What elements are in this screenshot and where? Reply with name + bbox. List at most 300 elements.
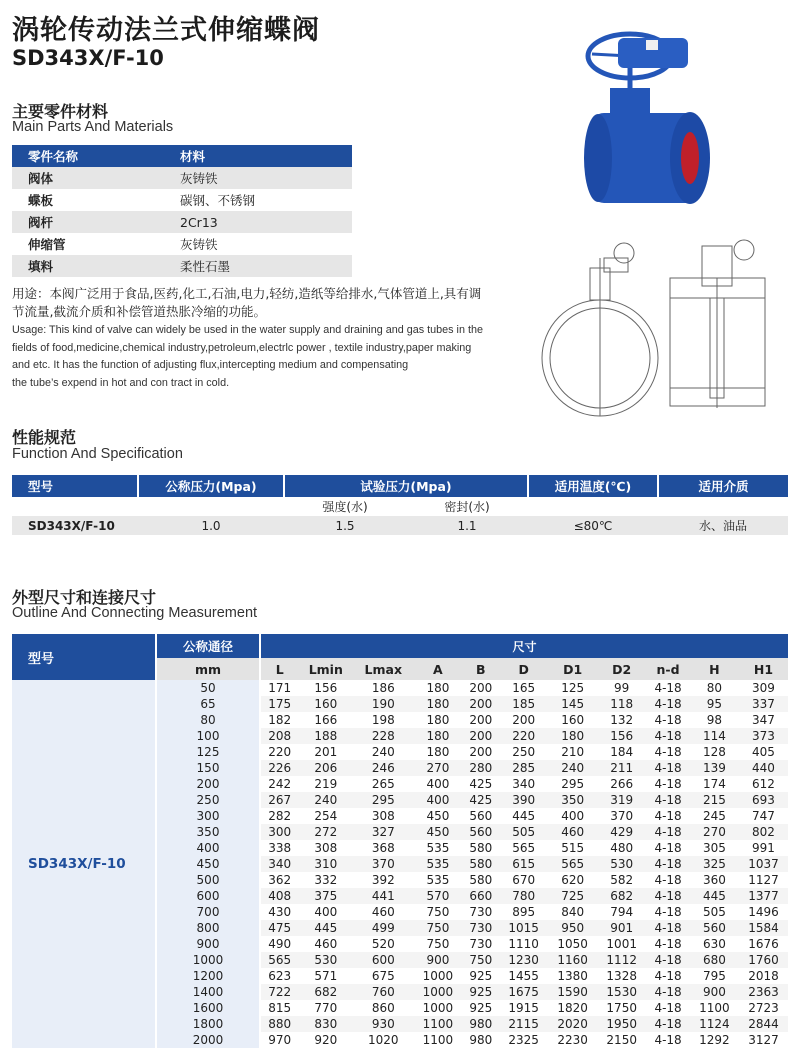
size-cell: 505 bbox=[702, 905, 726, 919]
size-cell: 445 bbox=[690, 888, 739, 904]
size-cell: 901 bbox=[597, 920, 646, 936]
spec-strength: 1.5 bbox=[284, 516, 406, 535]
size-cell: 440 bbox=[739, 760, 788, 776]
size-cell: 270 bbox=[690, 824, 739, 840]
size-col-header: H bbox=[690, 658, 739, 680]
size-cell: 198 bbox=[371, 713, 395, 727]
size-cell: 730 bbox=[469, 937, 493, 951]
size-cell: 174 bbox=[702, 777, 726, 791]
size-cell: 795 bbox=[702, 969, 726, 983]
size-cell: 1100 bbox=[422, 1033, 454, 1047]
size-cell: 980 bbox=[462, 1016, 499, 1032]
size-cell: 240 bbox=[548, 760, 597, 776]
size-dn-cell: 900 bbox=[156, 936, 260, 952]
size-cell: 400 bbox=[426, 777, 450, 791]
size-cell: 4-18 bbox=[646, 952, 690, 968]
size-cell: 200 bbox=[469, 713, 493, 727]
size-cell: 429 bbox=[597, 824, 646, 840]
usage-cn: 用途：本阀广泛用于食品,医药,化工,石油,电力,轻纺,造纸等给排水,气体管道上,具有调节流量,截流介质和补偿管道热胀冷缩的功能。 bbox=[12, 286, 482, 319]
size-dn-cell: 1800 bbox=[156, 1016, 260, 1032]
size-cell: 408 bbox=[260, 888, 298, 904]
size-cell: 400 bbox=[413, 792, 462, 808]
size-dn-cell: 700 bbox=[156, 904, 260, 920]
size-model: SD343X/F-10 bbox=[12, 680, 156, 1048]
size-cell: 565 bbox=[548, 856, 597, 872]
size-cell: 362 bbox=[268, 873, 292, 887]
spec-seal: 1.1 bbox=[406, 516, 528, 535]
size-cell: 505 bbox=[499, 824, 548, 840]
size-cell: 991 bbox=[752, 841, 775, 855]
size-cell: 206 bbox=[298, 760, 353, 776]
size-cell: 580 bbox=[469, 841, 493, 855]
size-cell: 1100 bbox=[413, 1016, 462, 1032]
size-cell: 185 bbox=[499, 696, 548, 712]
usage-en bbox=[12, 322, 490, 392]
size-cell: 620 bbox=[561, 873, 585, 887]
parts-col-material: 材料 bbox=[180, 145, 352, 167]
size-dn-cell: 300 bbox=[156, 808, 260, 824]
spec-table bbox=[12, 475, 788, 535]
size-cell: 730 bbox=[462, 920, 499, 936]
size-cell: 180 bbox=[548, 728, 597, 744]
size-cell: 1000 bbox=[422, 1001, 454, 1015]
size-cell: 680 bbox=[690, 952, 739, 968]
size-cell: 405 bbox=[752, 745, 775, 759]
size-cell: 310 bbox=[298, 856, 353, 872]
page-title: 涡轮传动法兰式伸缩蝶阀 bbox=[12, 15, 320, 46]
size-cell: 4-18 bbox=[646, 888, 690, 904]
size-cell: 392 bbox=[371, 873, 395, 887]
size-cell: 1750 bbox=[606, 1001, 637, 1015]
size-col-header: n-d bbox=[646, 658, 690, 680]
size-cell: 730 bbox=[469, 905, 493, 919]
size-cell: 200 bbox=[469, 681, 493, 695]
usage-en-line: fields of food,medicine,chemical industry,petroleum,electrlc power , textile industry,paper making bbox=[12, 341, 472, 354]
size-cell: 1455 bbox=[508, 969, 539, 983]
size-dn-cell: 1400 bbox=[156, 984, 260, 1000]
size-cell: 794 bbox=[610, 905, 634, 919]
size-dn-cell: 125 bbox=[156, 744, 260, 760]
size-cell: 266 bbox=[610, 777, 634, 791]
size-dn-cell: 150 bbox=[156, 760, 260, 776]
size-col-model: 型号 bbox=[12, 634, 156, 680]
size-cell: 180 bbox=[426, 681, 450, 695]
size-cell: 1100 bbox=[699, 1001, 730, 1015]
size-cell: 1380 bbox=[557, 969, 588, 983]
size-cell: 280 bbox=[462, 760, 499, 776]
size-cell: 830 bbox=[298, 1016, 353, 1032]
size-cell: 802 bbox=[739, 824, 788, 840]
size-cell: 300 bbox=[260, 824, 298, 840]
size-cell: 370 bbox=[610, 809, 634, 823]
size-cell: 4-18 bbox=[654, 777, 682, 791]
parts-table bbox=[12, 145, 352, 277]
size-cell: 340 bbox=[512, 777, 536, 791]
size-cell: 327 bbox=[353, 824, 413, 840]
size-cell: 4-18 bbox=[646, 728, 690, 744]
size-dn-cell: 600 bbox=[156, 888, 260, 904]
size-cell: 750 bbox=[413, 920, 462, 936]
part-name: 蝶板 bbox=[28, 193, 54, 208]
size-cell: 925 bbox=[469, 1001, 493, 1015]
size-cell: 319 bbox=[597, 792, 646, 808]
size-cell: 160 bbox=[298, 696, 353, 712]
size-dn-cell: 400 bbox=[156, 840, 260, 856]
size-cell: 4-18 bbox=[646, 696, 690, 712]
size-cell: 305 bbox=[702, 841, 726, 855]
size-cell: 4-18 bbox=[654, 905, 682, 919]
parts-row bbox=[12, 211, 352, 233]
size-cell: 4-18 bbox=[654, 1033, 682, 1047]
size-cell: 970 bbox=[268, 1033, 292, 1047]
size-cell: 2325 bbox=[508, 1033, 539, 1047]
size-cell: 1675 bbox=[499, 984, 548, 1000]
size-cell: 1230 bbox=[499, 952, 548, 968]
size-cell: 180 bbox=[426, 745, 450, 759]
size-cell: 390 bbox=[499, 792, 548, 808]
size-cell: 750 bbox=[462, 952, 499, 968]
size-cell: 1530 bbox=[597, 984, 646, 1000]
spec-sub-strength: 强度(水) bbox=[284, 497, 406, 516]
size-cell: 1015 bbox=[499, 920, 548, 936]
size-cell: 180 bbox=[413, 728, 462, 744]
size-cell: 200 bbox=[462, 728, 499, 744]
parts-row bbox=[12, 167, 352, 189]
size-col-mm: mm bbox=[156, 658, 260, 680]
size-col-dn: 公称通径 bbox=[156, 634, 260, 658]
size-cell: 370 bbox=[353, 856, 413, 872]
size-cell: 2230 bbox=[557, 1033, 588, 1047]
size-cell: 340 bbox=[260, 856, 298, 872]
size-dn-cell: 50 bbox=[156, 680, 260, 696]
spec-col-temp: 适用温度(℃) bbox=[528, 475, 658, 497]
size-cell: 535 bbox=[413, 856, 462, 872]
size-cell: 228 bbox=[353, 728, 413, 744]
table-row bbox=[12, 680, 788, 696]
size-cell: 480 bbox=[610, 841, 634, 855]
size-cell: 1328 bbox=[606, 969, 637, 983]
size-cell: 815 bbox=[268, 1001, 292, 1015]
spec-col-test: 试验压力(Mpa) bbox=[284, 475, 528, 497]
size-cell: 156 bbox=[597, 728, 646, 744]
spec-sub-seal: 密封(水) bbox=[406, 497, 528, 516]
size-dn-cell: 250 bbox=[156, 792, 260, 808]
size-cell: 1584 bbox=[739, 920, 788, 936]
size-cell: 215 bbox=[690, 792, 739, 808]
size-dn-cell: 1600 bbox=[156, 1000, 260, 1016]
parts-row bbox=[12, 233, 352, 255]
size-cell: 930 bbox=[353, 1016, 413, 1032]
size-cell: 880 bbox=[260, 1016, 298, 1032]
size-cell: 925 bbox=[462, 984, 499, 1000]
size-cell: 282 bbox=[268, 809, 292, 823]
usage-en-line: the tube’s expend in hot and con tract in cold. bbox=[12, 376, 230, 389]
size-col-header: L bbox=[260, 658, 298, 680]
size-section-title: 外型尺寸和连接尺寸 bbox=[12, 588, 157, 607]
size-cell: 1001 bbox=[606, 937, 637, 951]
size-cell: 265 bbox=[371, 777, 395, 791]
size-cell: 338 bbox=[268, 841, 292, 855]
size-cell: 1915 bbox=[508, 1001, 539, 1015]
usage-en-line: Usage: This kind of valve can widely be used in the water supply and draining and gas tubes in the bbox=[12, 324, 483, 336]
size-cell: 460 bbox=[548, 824, 597, 840]
part-material: 2Cr13 bbox=[180, 211, 352, 233]
part-name: 阀体 bbox=[12, 167, 180, 189]
size-cell: 693 bbox=[739, 792, 788, 808]
size-cell: 400 bbox=[561, 809, 585, 823]
part-material: 灰铸铁 bbox=[180, 237, 218, 252]
technical-drawing bbox=[532, 238, 788, 418]
size-cell: 925 bbox=[469, 969, 493, 983]
size-cell: 1037 bbox=[739, 856, 788, 872]
parts-section-title: 主要零件材料 bbox=[12, 102, 109, 121]
size-cell: 571 bbox=[314, 969, 338, 983]
size-cell: 560 bbox=[462, 824, 499, 840]
size-cell: 165 bbox=[512, 681, 536, 695]
size-cell: 373 bbox=[739, 728, 788, 744]
size-cell: 175 bbox=[260, 696, 298, 712]
size-cell: 4-18 bbox=[654, 937, 682, 951]
size-cell: 1110 bbox=[508, 937, 539, 951]
size-col-header: A bbox=[413, 658, 462, 680]
size-cell: 295 bbox=[561, 777, 585, 791]
size-cell: 515 bbox=[561, 841, 585, 855]
size-cell: 580 bbox=[462, 856, 499, 872]
size-dn-cell: 100 bbox=[156, 728, 260, 744]
size-col-header: B bbox=[462, 658, 499, 680]
size-cell: 900 bbox=[690, 984, 739, 1000]
size-cell: 670 bbox=[512, 873, 536, 887]
size-cell: 375 bbox=[298, 888, 353, 904]
size-cell: 337 bbox=[739, 696, 788, 712]
size-cell: 4-18 bbox=[654, 969, 682, 983]
size-cell: 2150 bbox=[606, 1033, 637, 1047]
size-cell: 211 bbox=[597, 760, 646, 776]
size-cell: 400 bbox=[314, 905, 338, 919]
size-cell: 623 bbox=[268, 969, 292, 983]
size-cell: 530 bbox=[597, 856, 646, 872]
size-cell: 1676 bbox=[748, 937, 779, 951]
size-cell: 4-18 bbox=[654, 681, 682, 695]
size-cell: 180 bbox=[413, 696, 462, 712]
size-cell: 580 bbox=[469, 873, 493, 887]
size-cell: 1127 bbox=[748, 873, 779, 887]
size-cell: 180 bbox=[426, 713, 450, 727]
size-cell: 860 bbox=[371, 1001, 395, 1015]
size-cell: 200 bbox=[462, 696, 499, 712]
size-cell: 920 bbox=[314, 1033, 338, 1047]
size-col-header: D1 bbox=[548, 658, 597, 680]
size-cell: 184 bbox=[610, 745, 634, 759]
size-cell: 1377 bbox=[739, 888, 788, 904]
spec-section-title: 性能规范 bbox=[12, 428, 77, 447]
size-cell: 254 bbox=[314, 809, 338, 823]
size-cell: 368 bbox=[371, 841, 395, 855]
size-cell: 1000 bbox=[413, 984, 462, 1000]
size-cell: 475 bbox=[260, 920, 298, 936]
size-cell: 530 bbox=[298, 952, 353, 968]
size-cell: 1950 bbox=[597, 1016, 646, 1032]
size-cell: 2115 bbox=[499, 1016, 548, 1032]
size-cell: 682 bbox=[597, 888, 646, 904]
spec-model: SD343X/F-10 bbox=[12, 516, 138, 535]
part-name: 阀杆 bbox=[12, 211, 180, 233]
size-cell: 499 bbox=[353, 920, 413, 936]
size-cell: 675 bbox=[371, 969, 395, 983]
size-dn-cell: 350 bbox=[156, 824, 260, 840]
size-dn-cell: 1200 bbox=[156, 968, 260, 984]
part-name: 填料 bbox=[12, 255, 180, 277]
size-cell: 272 bbox=[298, 824, 353, 840]
size-dn-cell: 500 bbox=[156, 872, 260, 888]
size-cell: 4-18 bbox=[646, 984, 690, 1000]
size-cell: 139 bbox=[690, 760, 739, 776]
size-cell: 2018 bbox=[748, 969, 779, 983]
size-cell: 1496 bbox=[748, 905, 779, 919]
size-cell: 565 bbox=[260, 952, 298, 968]
part-name: 伸缩管 bbox=[28, 237, 66, 252]
part-material: 灰铸铁 bbox=[180, 167, 352, 189]
size-dn-cell: 80 bbox=[156, 712, 260, 728]
size-cell: 2723 bbox=[748, 1001, 779, 1015]
size-cell: 1112 bbox=[597, 952, 646, 968]
size-cell: 895 bbox=[512, 905, 536, 919]
size-cell: 3127 bbox=[748, 1033, 779, 1047]
size-cell: 1820 bbox=[557, 1001, 588, 1015]
size-cell: 1000 bbox=[422, 969, 454, 983]
size-cell: 240 bbox=[298, 792, 353, 808]
size-cell: 520 bbox=[371, 937, 395, 951]
size-cell: 4-18 bbox=[654, 873, 682, 887]
size-cell: 220 bbox=[268, 745, 292, 759]
size-cell: 425 bbox=[462, 792, 499, 808]
size-cell: 4-18 bbox=[646, 760, 690, 776]
size-cell: 220 bbox=[499, 728, 548, 744]
size-section-subtitle: Outline And Connecting Measurement bbox=[12, 605, 258, 621]
size-cell: 188 bbox=[298, 728, 353, 744]
parts-row bbox=[12, 189, 352, 211]
size-dn-cell: 450 bbox=[156, 856, 260, 872]
size-cell: 80 bbox=[706, 681, 723, 695]
size-cell: 98 bbox=[706, 713, 723, 727]
part-material: 柔性石墨 bbox=[180, 255, 352, 277]
size-cell: 166 bbox=[314, 713, 338, 727]
spec-medium: 水、油品 bbox=[658, 516, 788, 535]
size-dn-cell: 65 bbox=[156, 696, 260, 712]
size-cell: 565 bbox=[512, 841, 536, 855]
size-cell: 535 bbox=[426, 873, 450, 887]
size-cell: 560 bbox=[690, 920, 739, 936]
size-cell: 582 bbox=[610, 873, 634, 887]
size-col-header: D2 bbox=[597, 658, 646, 680]
parts-row bbox=[12, 255, 352, 277]
size-cell: 171 bbox=[268, 681, 292, 695]
size-cell: 1760 bbox=[739, 952, 788, 968]
parts-section-subtitle: Main Parts And Materials bbox=[12, 119, 174, 135]
size-cell: 2844 bbox=[739, 1016, 788, 1032]
size-cell: 950 bbox=[548, 920, 597, 936]
size-cell: 250 bbox=[512, 745, 536, 759]
size-cell: 4-18 bbox=[646, 792, 690, 808]
size-cell: 4-18 bbox=[654, 841, 682, 855]
size-cell: 332 bbox=[314, 873, 338, 887]
size-cell: 900 bbox=[413, 952, 462, 968]
size-cell: 750 bbox=[426, 905, 450, 919]
size-cell: 182 bbox=[268, 713, 292, 727]
size-cell: 190 bbox=[353, 696, 413, 712]
size-cell: 4-18 bbox=[646, 856, 690, 872]
spec-section-subtitle: Function And Specification bbox=[12, 446, 183, 462]
size-cell: 490 bbox=[268, 937, 292, 951]
size-cell: 445 bbox=[512, 809, 536, 823]
size-cell: 226 bbox=[260, 760, 298, 776]
size-cell: 219 bbox=[314, 777, 338, 791]
size-table bbox=[12, 634, 788, 1048]
size-cell: 99 bbox=[614, 681, 630, 695]
size-col-header: D bbox=[499, 658, 548, 680]
size-dn-cell: 2000 bbox=[156, 1032, 260, 1048]
size-cell: 612 bbox=[752, 777, 775, 791]
size-cell: 430 bbox=[268, 905, 292, 919]
size-cell: 1590 bbox=[548, 984, 597, 1000]
size-cell: 240 bbox=[371, 745, 395, 759]
size-cell: 285 bbox=[499, 760, 548, 776]
size-cell: 114 bbox=[690, 728, 739, 744]
size-cell: 445 bbox=[298, 920, 353, 936]
size-dn-cell: 200 bbox=[156, 776, 260, 792]
size-cell: 1292 bbox=[699, 1033, 730, 1047]
size-cell: 840 bbox=[561, 905, 585, 919]
size-cell: 350 bbox=[548, 792, 597, 808]
spec-col-model: 型号 bbox=[12, 475, 138, 497]
part-material: 碳钢、不锈钢 bbox=[180, 193, 256, 208]
size-cell: 2020 bbox=[548, 1016, 597, 1032]
size-cell: 760 bbox=[353, 984, 413, 1000]
size-cell: 450 bbox=[413, 824, 462, 840]
size-cell: 660 bbox=[462, 888, 499, 904]
size-cell: 145 bbox=[548, 696, 597, 712]
size-cell: 325 bbox=[690, 856, 739, 872]
usage-en-line: and etc. It has the function of adjusting flux,intercepting medium and compensating bbox=[12, 359, 409, 372]
size-cell: 1050 bbox=[557, 937, 588, 951]
size-cell: 4-18 bbox=[654, 1001, 682, 1015]
size-cell: 560 bbox=[469, 809, 493, 823]
size-cell: 1020 bbox=[368, 1033, 399, 1047]
size-cell: 600 bbox=[353, 952, 413, 968]
size-cell: 1124 bbox=[690, 1016, 739, 1032]
size-cell: 2363 bbox=[739, 984, 788, 1000]
size-cell: 615 bbox=[499, 856, 548, 872]
size-col-header: Lmax bbox=[353, 658, 413, 680]
size-cell: 270 bbox=[413, 760, 462, 776]
size-col-dims: 尺寸 bbox=[260, 634, 788, 658]
size-cell: 200 bbox=[469, 745, 493, 759]
size-cell: 1160 bbox=[548, 952, 597, 968]
spec-pn: 1.0 bbox=[138, 516, 284, 535]
size-cell: 747 bbox=[752, 809, 775, 823]
size-cell: 425 bbox=[469, 777, 493, 791]
size-cell: 4-18 bbox=[646, 920, 690, 936]
size-cell: 570 bbox=[413, 888, 462, 904]
size-cell: 309 bbox=[752, 681, 775, 695]
size-cell: 347 bbox=[752, 713, 775, 727]
size-cell: 4-18 bbox=[654, 809, 682, 823]
size-cell: 460 bbox=[314, 937, 338, 951]
size-cell: 210 bbox=[561, 745, 585, 759]
size-cell: 308 bbox=[371, 809, 395, 823]
size-cell: 4-18 bbox=[654, 745, 682, 759]
size-cell: 186 bbox=[371, 681, 395, 695]
